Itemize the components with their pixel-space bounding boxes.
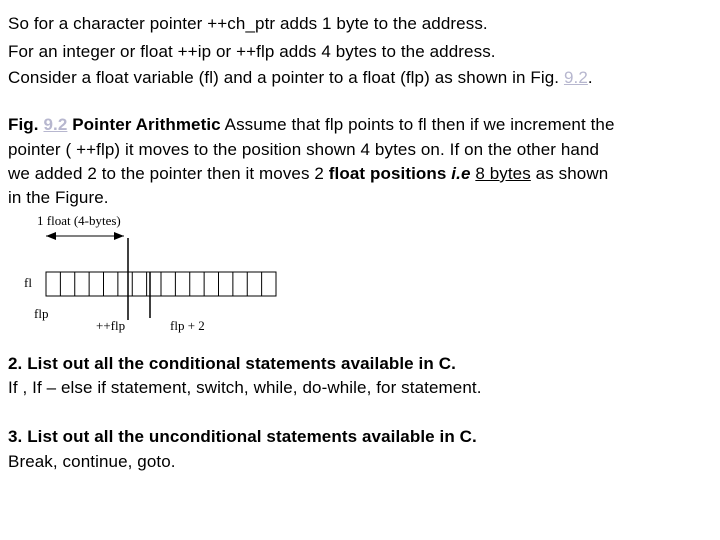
caption-fig-prefix: Fig. bbox=[8, 115, 44, 134]
inc-flp-label: ++flp bbox=[96, 318, 126, 333]
caption-title: Pointer Arithmetic bbox=[67, 115, 221, 134]
intro-line-3-text: Consider a float variable (fl) and a pointer to a float (flp) as shown in Fig. bbox=[8, 68, 564, 87]
caption-float-positions: float positions bbox=[328, 164, 447, 183]
q3-answer: Break, continue, goto. bbox=[8, 452, 176, 471]
intro-line-2: For an integer or float ++ip or ++flp adds 4 bytes to the address. bbox=[8, 42, 496, 61]
flp-plus-2-label: flp + 2 bbox=[170, 318, 205, 333]
caption-ie: i.e bbox=[451, 164, 471, 183]
caption-text-c-end: as shown bbox=[530, 164, 609, 183]
fl-label: fl bbox=[24, 275, 32, 290]
memory-row-outline bbox=[46, 272, 276, 296]
diagram-top-label: 1 float (4-bytes) bbox=[37, 213, 121, 228]
memory-cells bbox=[46, 272, 276, 296]
caption-line-2: pointer ( ++flp) it moves to the position shown 4 bytes on. If on the other hand bbox=[8, 140, 600, 159]
q2-heading: 2. List out all the conditional statements available in C. bbox=[8, 354, 456, 373]
arrow-head-right bbox=[114, 232, 124, 240]
caption-line-1 bbox=[8, 113, 615, 137]
q3-heading: 3. List out all the unconditional statements available in C. bbox=[8, 427, 477, 446]
intro-line-1: So for a character pointer ++ch_ptr adds 1 byte to the address. bbox=[8, 14, 488, 33]
caption-line-3 bbox=[8, 162, 608, 186]
intro-line-3-end: . bbox=[587, 68, 593, 87]
caption-line-4: in the Figure. bbox=[8, 188, 109, 207]
arrow-head-left bbox=[46, 232, 56, 240]
caption-8-bytes: 8 bytes bbox=[475, 164, 531, 183]
caption-fig-reference-link[interactable]: 9.2 bbox=[43, 115, 68, 134]
intro-line-3 bbox=[8, 66, 593, 90]
flp-label: flp bbox=[34, 306, 49, 321]
caption-text-a: Assume that flp points to fl then if we increment the bbox=[220, 115, 615, 134]
fig-reference-link[interactable]: 9.2 bbox=[563, 68, 588, 87]
q2-answer: If , If – else if statement, switch, while, do-while, for statement. bbox=[8, 378, 482, 397]
caption-text-c1: we added 2 to the pointer then it moves 2 bbox=[8, 164, 329, 183]
